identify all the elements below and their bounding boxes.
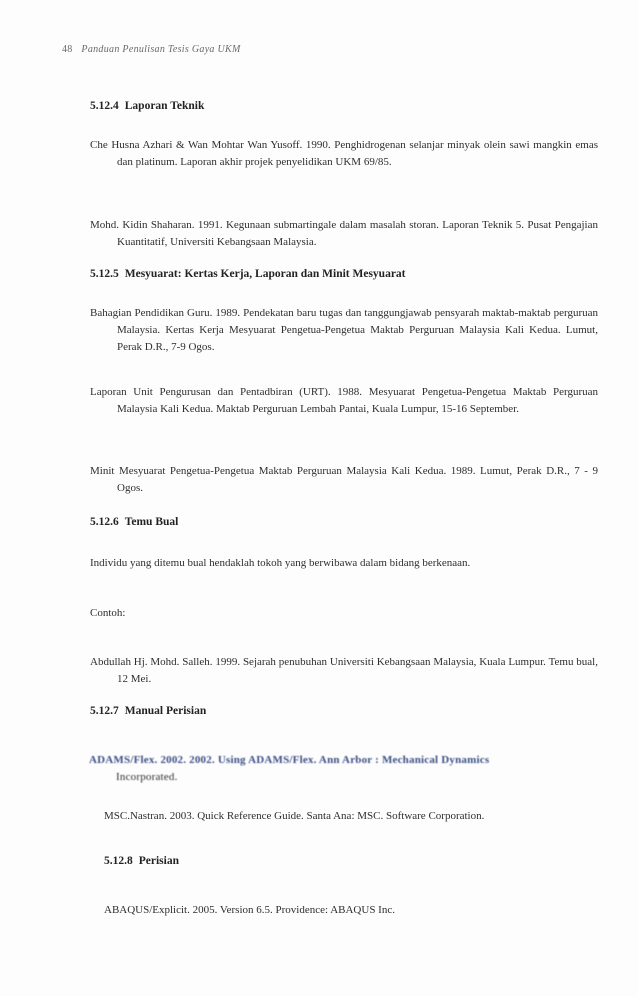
reference-adams-flex	[89, 752, 597, 786]
section-heading-5-12-6	[90, 516, 178, 528]
reference-abaqus: ABAQUS/Explicit. 2005. Version 6.5. Providence: ABAQUS Inc.	[104, 904, 395, 916]
section-number: 5.12.7	[90, 705, 119, 717]
section-title: Perisian	[138, 855, 179, 867]
contoh-label: Contoh:	[90, 607, 126, 619]
section-heading-5-12-7	[90, 705, 206, 717]
reference-continuation: Incorporated.	[116, 771, 178, 783]
section-heading-5-12-8	[104, 855, 179, 867]
reference-bahagian-pendidikan: Bahagian Pendidikan Guru. 1989. Pendekatan baru tugas dan tanggungjawab pensyarah maktab-maktab perguruan Malaysia. Kertas Kerja Mesyuarat Pengetua-Pengetua Maktab Perguruan Malaysia Kali Kedua. Lumut, Perak D.R., 7-9 Ogos.	[90, 307, 598, 353]
section-title: Manual Perisian	[124, 705, 207, 717]
section-number: 5.12.4	[90, 100, 119, 112]
section-number: 5.12.5	[90, 268, 119, 280]
section-title: Laporan Teknik	[124, 100, 205, 112]
reference-laporan-unit: Laporan Unit Pengurusan dan Pentadbiran (URT). 1988. Mesyuarat Pengetua-Pengetua Maktab Perguruan Malaysia Kali Kedua. Maktab Perguruan Lembah Pantai, Kuala Lumpur, 15-16 September.	[90, 386, 598, 415]
page-number: 48	[62, 44, 73, 55]
running-title: Panduan Penulisan Tesis Gaya UKM	[81, 44, 241, 55]
section-heading-5-12-5	[90, 268, 406, 280]
section-number: 5.12.8	[104, 855, 133, 867]
reference-che-husna: Che Husna Azhari & Wan Mohtar Wan Yusoff. 1990. Penghidrogenan selanjar minyak olein sawi mangkin emas dan platinum. Laporan akhir projek penyelidikan UKM 69/85.	[90, 139, 598, 168]
section-number: 5.12.6	[90, 516, 119, 528]
smudged-reference-text: ADAMS/Flex. 2002. 2002. Using ADAMS/Flex. Ann Arbor : Mechanical Dynamics	[89, 754, 490, 766]
temu-bual-note: Individu yang ditemu bual hendaklah tokoh yang berwibawa dalam bidang berkenaan.	[90, 557, 471, 569]
section-title: Temu Bual	[124, 516, 179, 528]
reference-abdullah: Abdullah Hj. Mohd. Salleh. 1999. Sejarah penubuhan Universiti Kebangsaan Malaysia, Kuala Lumpur. Temu bual, 12 Mei.	[90, 656, 598, 685]
reference-minit-mesyuarat: Minit Mesyuarat Pengetua-Pengetua Maktab Perguruan Malaysia Kali Kedua. 1989. Lumut, Perak D.R., 7 - 9 Ogos.	[90, 465, 598, 494]
reference-mohd-kidin: Mohd. Kidin Shaharan. 1991. Kegunaan submartingale dalam masalah storan. Laporan Teknik 5. Pusat Pengajian Kuantitatif, Universiti Kebangsaan Malaysia.	[90, 219, 598, 248]
section-title: Mesyuarat: Kertas Kerja, Laporan dan Minit Mesyuarat	[124, 268, 406, 280]
reference-msc-nastran: MSC.Nastran. 2003. Quick Reference Guide. Santa Ana: MSC. Software Corporation.	[104, 810, 485, 822]
running-header	[62, 44, 241, 55]
section-heading-5-12-4	[90, 100, 204, 112]
